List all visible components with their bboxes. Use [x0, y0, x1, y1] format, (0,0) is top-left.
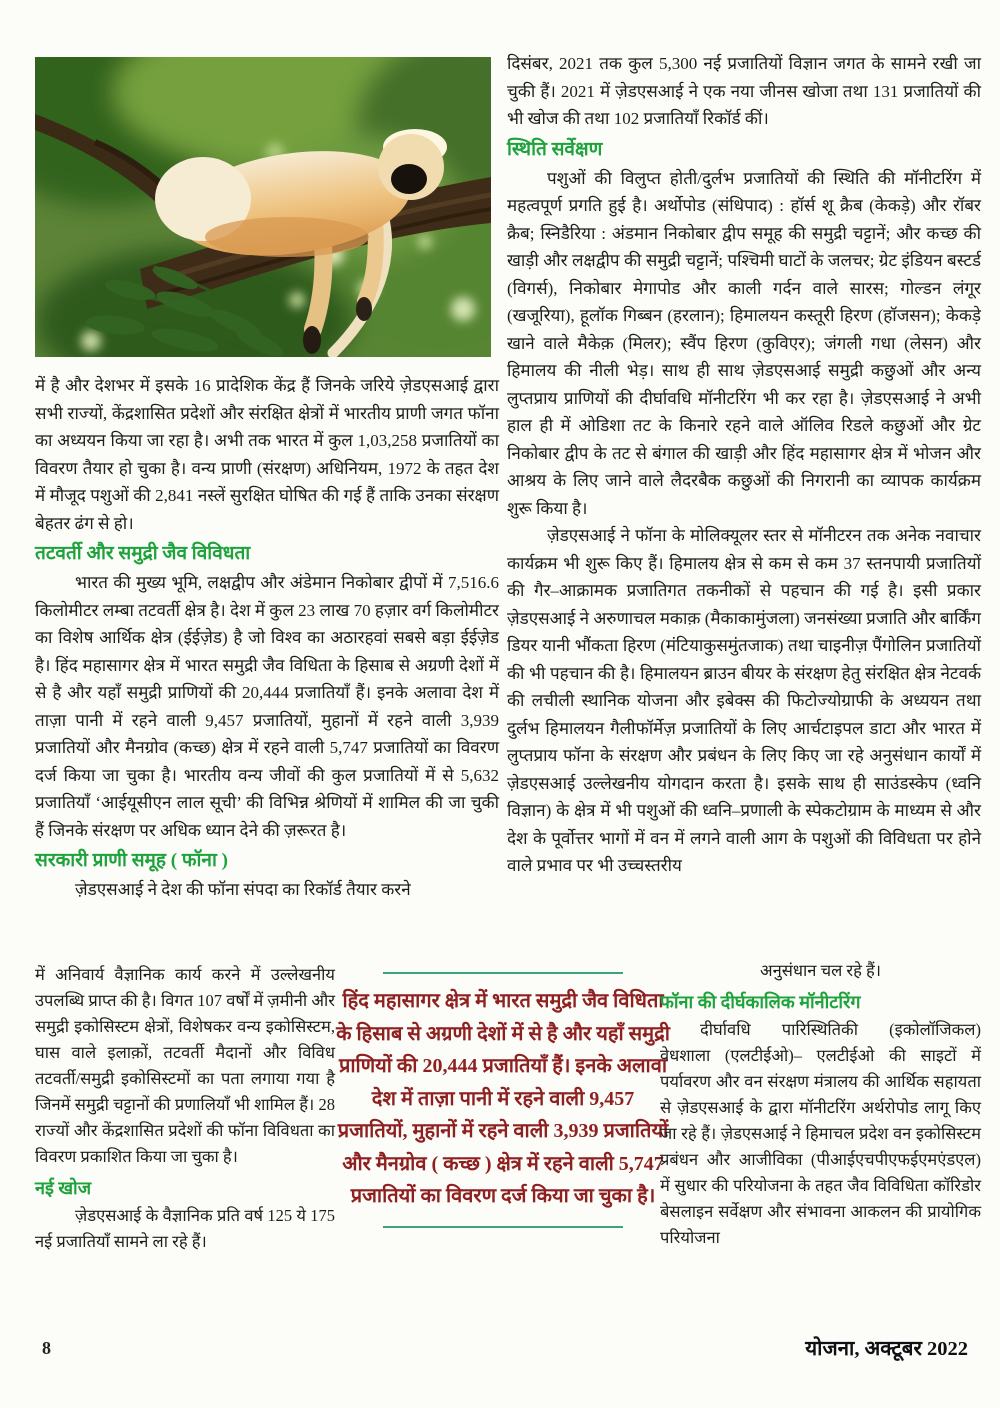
right-para-4: दीर्घावधि पारिस्थितिकी (इकोलॉजिकल) वेधशाला (एलटीईओ)– एलटीईओ की साइटों में पर्यावरण और वन संरक्षण मंत्रालय की आर्थिक सहायता से ज़ेडएसआई के द्वारा मॉनीटरिंग अर्थरोपोड लागू किए जा रहे हैं। ज़ेडएसआई ने हिमाचल प्रदेश वन इकोसिस्टम प्रबंधन और आजीविका (पीआईएचपीएफईएमएंडएल) में सुधार की परियोजना के तहत जैव विविधिता कॉरिडोर बेसलाइन सर्वेक्षण और संभावना आकलन की प्रायोगिक परियोजना: [660, 1020, 981, 1247]
left-para-1: में है और देशभर में इसके 16 प्रादेशिक केंद्र हैं जिनके जरिये ज़ेडएसआई द्वारा सभी राज्यों, केंद्रशासित प्रदेशों और संरक्षित क्षेत्रों में भारतीय प्राणी जगत फॉना का अध्ययन किया जा रहा है। अभी तक भारत में कुल 1,03,258 प्रजातियों का विवरण तैयार हो चुका है। वन्य प्राणी (संरक्षण) अधिनियम, 1972 के तहत देश में मौजूद पशुओं की 2,841 नस्लें सुरक्षित घोषित की गई हैं ताकि उनका संरक्षण बेहतर ढंग से हो।: [35, 376, 499, 533]
left-para-3-start: ज़ेडएसआई ने देश की फॉना संपदा का रिकॉर्ड तैयार करने: [75, 880, 411, 899]
heading-new-discovery: नई खोज: [35, 1178, 92, 1198]
pull-quote-top-rule: [383, 972, 623, 974]
heading-coastal-marine-biodiversity: तटवर्ती और समुद्री जैव विविधता: [35, 543, 251, 564]
heading-fauna-longterm-monitoring: फॉना की दीर्घकालिक मॉनीटरिंग: [660, 992, 861, 1012]
right-column: [507, 50, 981, 880]
journal-footer: योजना, अक्टूबर 2022: [805, 1338, 968, 1360]
golden-langur-illustration: [35, 57, 491, 357]
left-para-4: ज़ेडएसआई के वैज्ञानिक प्रति वर्ष 125 ये 175 नई प्रजातियाँ सामने ला रहे हैं।: [35, 1206, 335, 1251]
right-column-narrow: [660, 958, 981, 1251]
right-para-2: पशुओं की विलुप्त होती/दुर्लभ प्रजातियों की स्थिति की मॉनीटरिंग में महत्वपूर्ण प्रगति हुई है। अर्थोपोड (संधिपाद) : हॉर्स शू क्रैब (केकड़े) और रॉबर क्रैब; स्निडैरिया : अंडमान निकोबार द्वीप समूह की समुद्री चट्टानें; और कच्छ की खाड़ी और लक्षद्वीप की समुद्री चट्टानें; पश्चिमी घाटों के जलचर; ग्रेट इंडियन बस्टर्ड (विगर्स), निकोबार मेगापोड और काली गर्दन वाले सारस; गोल्डन लंगूर (खजूरिया), हूलॉक गिब्बन (हरलान); हिमालयन कस्तूरी हिरण (हॉजसन); केकड़े खाने वाले मैकेक़ (मिलर); स्वैंप हिरण (कुविएर); जंगली गधा (लेसन) और हिमालय की नीली भेड़। साथ ही साथ ज़ेडएसआई समुद्री कछुओं और अन्य लुप्तप्राय प्राणियों की दीर्घावधि मॉनीटरिंग भी कर रहा है। ज़ेडएसआई ने अभी हाल ही में ओडिशा तट के किनारे रहने वाले ऑलिव रिडले कछुओं और ग्रेट निकोबार द्वीप के तट से बंगाल की खाड़ी और हिंद महासागर क्षेत्र में भोजन और आश्रय के लिए जाने वाले लैदरबैक कछुओं की निगरानी का व्यापक कार्यक्रम शुरू किया है।: [507, 168, 981, 518]
heading-status-survey: स्थिति सर्वेक्षण: [507, 138, 603, 160]
page-number: 8: [42, 1338, 51, 1358]
right-para-3-last-line: अनुसंधान चल रहे हैं।: [759, 961, 882, 980]
pull-quote: [336, 972, 670, 1228]
right-para-3: ज़ेडएसआई ने फॉना के मोलिक्यूलर स्तर से मॉनीटरन तक अनेक नवाचार कार्यक्रम भी शुरू किए हैं। हिमालय क्षेत्र से कम से कम 37 स्तनपायी प्रजातियों की गैर–आक्रामक प्रजातिगत तकनीकों से पहचान की गई है। इसी प्रकार ज़ेडएसआई ने अरुणाचल मकाक़ (मैकाकामुंजला) जनसंख्या प्रजाति और बार्किंग डियर यानी भौंकता हिरण (मंटियाकुसमुंतजाक) तथा चाइनीज़ पैंगोलिन प्रजातियों की भी पहचान की है। हिमालयन ब्राउन बीयर के संरक्षण हेतु संरक्षित क्षेत्र नेटवर्क की लचीली स्थानिक योजना और इबेक्स की फिटोज्योग्राफी के अध्ययन तथा दुर्लभ हिमालयन गैलीफॉर्मेज़ प्रजातियों के लिए आर्चटाइपल डाटा और भारत में लुप्तप्राय फॉना के संरक्षण और प्रबंधन के लिए किए जा रहे अनुसंधान कार्यों में ज़ेडएसआई उल्लेखनीय योगदान करता है। इसके साथ ही साउंडस्केप (ध्वनि विज्ञान) के क्षेत्र में भी पशुओं की ध्वनि–प्रणाली के स्पेकटोग्राम के माध्यम से और देश के पूर्वोत्तर भागों में वन में लगने वाली आग के पशुओं की विविधता पर होने वाले प्रभाव पर भी उच्चस्तरीय: [507, 526, 981, 875]
right-para-1: दिसंबर, 2021 तक कुल 5,300 नई प्रजातियों विज्ञान जगत के सामने रखी जा चुकी हैं। 2021 में ज़ेडएसआई ने एक नया जीनस खोजा तथा 131 प्रजातियों की भी खोज की तथा 102 प्रजातियाँ रिकॉर्ड कीं।: [507, 54, 981, 128]
pull-quote-bottom-rule: [383, 1226, 623, 1228]
article-photo: [35, 57, 491, 357]
pull-quote-text: हिंद महासागर क्षेत्र में भारत समुद्री जैव विधिता के हिसाब से अग्रणी देशों में से है और यहाँ समुद्री प्राणियों की 20,444 प्रजातियाँ हैं। इनके अलावा देश में ताज़ा पानी में रहने वाली 9,457 प्रजातियों, मुहानों में रहने वाली 3,939 प्रजातियों और मैनग्रोव ( कच्छ ) क्षेत्र में रहने वाली 5,747 प्रजातियों का विवरण दर्ज किया जा चुका है।: [336, 990, 670, 1207]
left-column-narrow: [35, 962, 335, 1255]
left-para-2: भारत की मुख्य भूमि, लक्षद्वीप और अंडेमान निकोबार द्वीपों में 7,516.6 किलोमीटर लम्बा तटवर्ती क्षेत्र है। देश में कुल 23 लाख 70 हज़ार वर्ग किलोमीटर का विशेष आर्थिक क्षेत्र (ईईज़ेड) है जो विश्व का अठारहवां सबसे बड़ा ईईज़ेड है। हिंद महासागर क्षेत्र में भारत समुद्री जैव विधिता के हिसाब से अग्रणी देशों में से है और यहाँ समुद्री प्राणियों की 20,444 प्रजातियाँ हैं। इनके अलावा देश में ताज़ा पानी में रहने वाली 9,457 प्रजातियों, मुहानों में रहने वाली 3,939 प्रजातियों और मैनग्रोव (कच्छ) क्षेत्र में रहने वाली 5,747 प्रजातियों का विवरण दर्ज किया जा चुका है। भारतीय वन्य जीवों की कुल प्रजातियों में से 5,632 प्रजातियाँ ‘आईयूसीएन लाल सूची’ की विभिन्न श्रेणियों में शामिल की जा चुकी हैं जिनके संरक्षण पर अधिक ध्यान देने की ज़रूरत है।: [35, 573, 499, 840]
heading-government-fauna-group: सरकारी प्राणी समूह ( फॉना ): [35, 850, 228, 871]
left-column: [35, 372, 499, 904]
left-para-3-continued: में अनिवार्य वैज्ञानिक कार्य करने में उल्लेखनीय उपलब्धि प्राप्त की है। विगत 107 वर्षों में ज़मीनी और समुद्री इकोसिस्टम क्षेत्रों, विशेषकर वन्य इकोसिस्टम, घास वाले इलाक़ों, तटवर्ती मैदानों और विविध तटवर्ती/समुद्री इकोसिस्टमों का पता लगाया गया है जिनमें समुद्री चट्टानों की प्रणालियाँ भी शामिल हैं। 28 राज्यों और केंद्रशासित प्रदेशों की फॉना विविधता का विवरण प्रकाशित किया जा चुका है।: [35, 965, 335, 1166]
